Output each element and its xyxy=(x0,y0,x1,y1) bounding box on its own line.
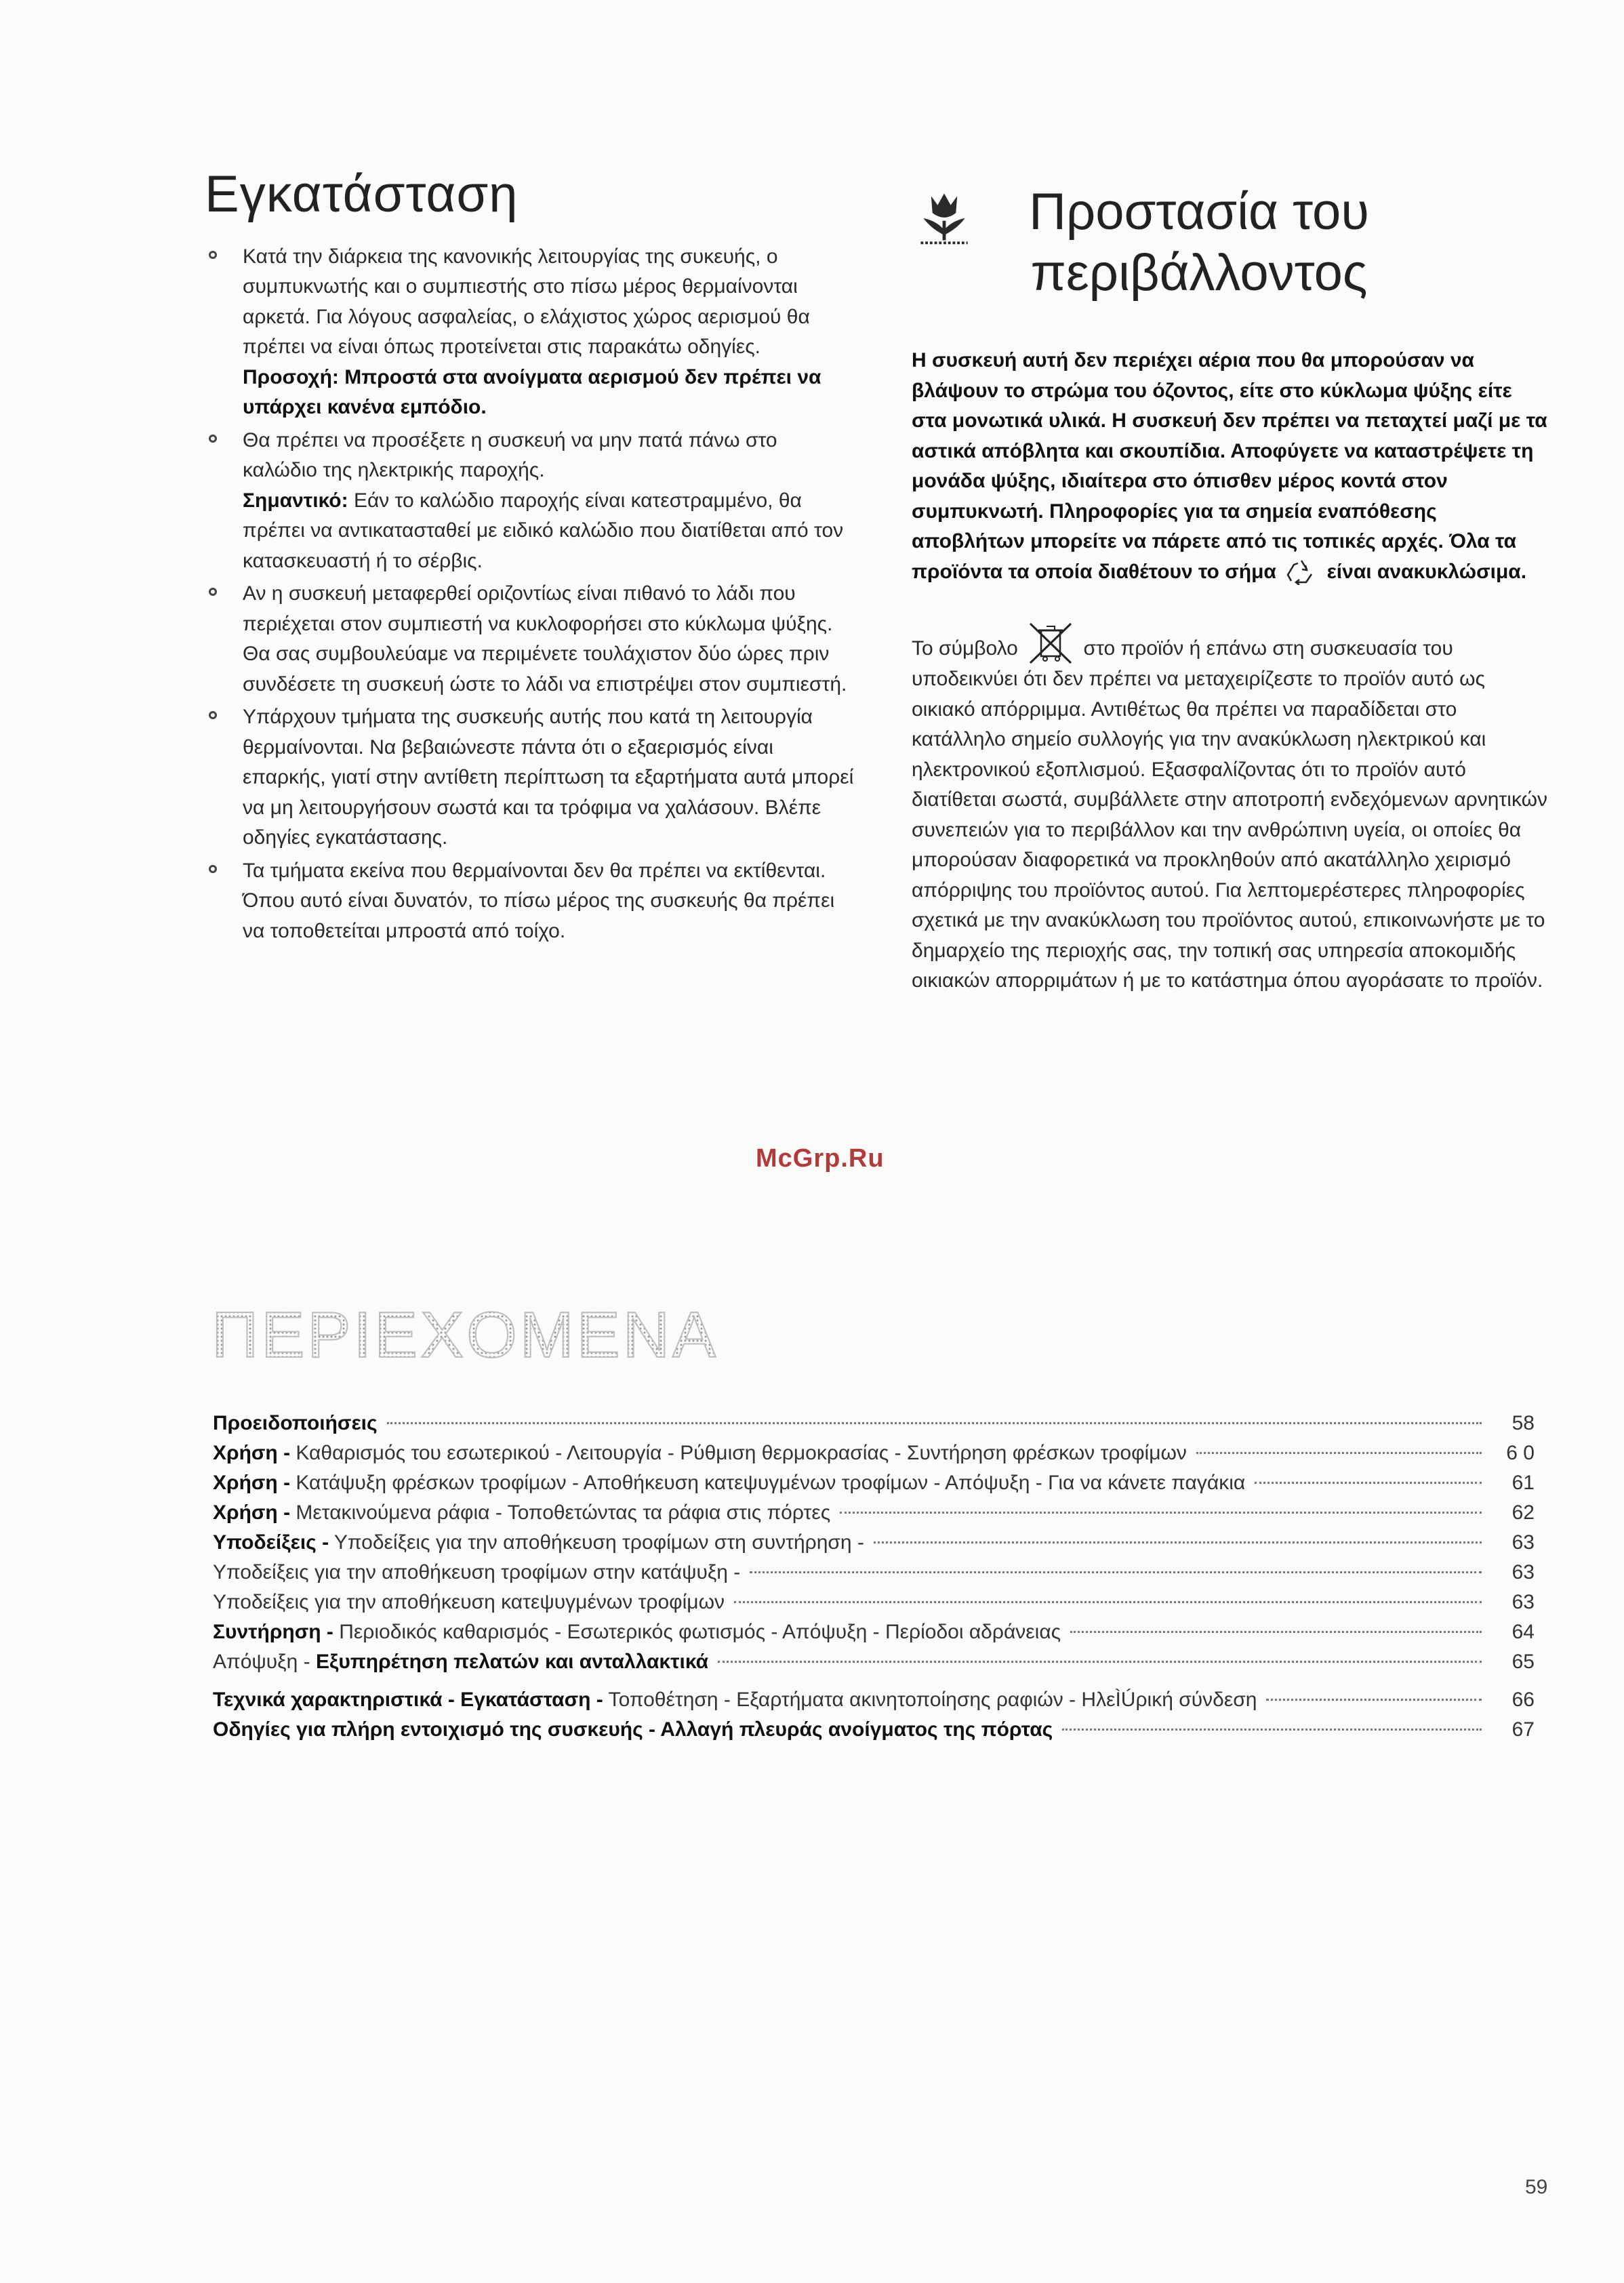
bullet-icon xyxy=(209,251,217,259)
toc-entry: Προειδοποιήσεις xyxy=(213,1412,378,1434)
toc-leader xyxy=(734,1601,1482,1603)
toc-leader xyxy=(387,1422,1482,1424)
table-of-contents xyxy=(213,1409,1535,1745)
bullet-icon xyxy=(209,711,217,719)
recycle-icon xyxy=(1286,558,1317,585)
toc-page: 63 xyxy=(1511,1531,1535,1554)
environment-title-line2: περιβάλλοντος xyxy=(1030,244,1368,302)
bullet-icon xyxy=(209,588,217,596)
installation-section xyxy=(205,166,855,949)
toc-row xyxy=(213,1558,1535,1588)
list-item xyxy=(205,702,855,853)
toc-page: 65 xyxy=(1511,1651,1535,1673)
toc-entry: Τεχνικά χαρακτηριστικά - Εγκατάσταση - Τοποθέτηση - Εξαρτήματα ακινητοποίησης ραφιών - ΗλεÌÚρική σύνδεση xyxy=(213,1689,1257,1711)
toc-leader xyxy=(1266,1699,1482,1701)
toc-page: 64 xyxy=(1511,1621,1535,1643)
bullet-icon xyxy=(209,865,217,873)
weee-text-start: Το σύμβολο xyxy=(912,637,1018,660)
environment-header xyxy=(912,182,1549,304)
contents-title: ΠΕΡΙΕΧΟΜΕΝΑ xyxy=(211,1299,719,1371)
env-bold-text-end: είναι ανακυκλώσιμα. xyxy=(1326,560,1527,583)
toc-leader xyxy=(718,1661,1482,1663)
toc-row xyxy=(213,1498,1535,1528)
tulip-icon xyxy=(912,183,977,248)
env-bold-text: Η συσκευή αυτή δεν περιέχει αέρια που θα μπορούσαν να βλάψουν το στρώμα του όζοντος, είτε στο κύκλωμα ψύξης είτε στα μονωτικά υλικά. Η συσκευή δεν πρέπει να πεταχτεί μαζί με τα αστικά απόβλητα και σκουπίδια. Αποφύγετε να καταστρέψετε τη μονάδα ψύξης, ιδιαίτερα στο όπισθεν μέρος κοντά στον συμπυκνωτή. Πληροφορίες για τα σημεία εναπόθεσης αποβλήτων μπορείτε να πάρετε από τις τοπικές αρχές. Όλα τα προϊόντα τα οποία διαθέτουν το σήμα xyxy=(912,349,1547,583)
installation-title: Εγκατάσταση xyxy=(205,165,519,223)
list-item xyxy=(205,426,855,577)
warning-text: Προσοχή: Μπροστά στα ανοίγματα αερισμού δεν πρέπει να υπάρχει κανένα εμπόδιο. xyxy=(243,365,821,419)
toc-entry: Χρήση - Κατάψυξη φρέσκων τροφίμων - Αποθήκευση κατεψυγμένων τροφίμων - Απόψυξη - Για να κάνετε παγάκια xyxy=(213,1472,1246,1494)
toc-page: 66 xyxy=(1511,1689,1535,1711)
toc-row xyxy=(213,1617,1535,1647)
item-text: Τα τμήματα εκείνα που θερμαίνονται δεν θα πρέπει να εκτίθενται. Όπου αυτό είναι δυνατόν, το πίσω μέρος της συσκευής θα πρέπει να τοποθετείται μπροστά από τοίχο. xyxy=(243,859,835,942)
toc-entry: Χρήση - Καθαρισμός του εσωτερικού - Λειτουργία - Ρύθμιση θερμοκρασίας - Συντήρηση φρέσκων τροφίμων xyxy=(213,1442,1187,1464)
item-text-after: Εάν το καλώδιο παροχής είναι κατεστραμμένο, θα πρέπει να αντικατασταθεί με ειδικό καλώδιο που διατίθεται από τον κατασκευαστή ή το σέρβις. xyxy=(243,489,844,572)
toc-page: 6 0 xyxy=(1506,1442,1535,1464)
toc-leader xyxy=(750,1571,1482,1573)
crossed-bin-icon xyxy=(1026,622,1075,664)
toc-entry: Χρήση - Μετακινούμενα ράφια - Τοποθετώντας τα ράφια στις πόρτες xyxy=(213,1501,831,1524)
list-item xyxy=(205,242,855,423)
page-number: 59 xyxy=(1525,2176,1548,2198)
toc-row xyxy=(213,1588,1535,1617)
item-text: Κατά την διάρκεια της κανονικής λειτουργίας της συκευής, ο συμπυκνωτής και ο συμπιεστής στο πίσω μέρος θερμαίνονται αρκετά. Για λόγους ασφαλείας, ο ελάχιστος χώρος αερισμού θα πρέπει να είναι όπως προτείνεται στις παρακάτω οδηγίες. xyxy=(243,245,810,359)
toc-row xyxy=(213,1409,1535,1438)
toc-entry: Απόψυξη - Εξυπηρέτηση πελατών και ανταλλακτικά xyxy=(213,1651,709,1673)
toc-entry: Υποδείξεις - Υποδείξεις για την αποθήκευση τροφίμων στη συντήρηση - xyxy=(213,1531,864,1554)
toc-row xyxy=(213,1528,1535,1558)
toc-page: 58 xyxy=(1511,1412,1535,1434)
weee-text: στο προϊόν ή επάνω στη συσκευασία του υποδεικνύει ότι δεν πρέπει να μεταχειρίζεστε το προϊόν αυτό ως οικιακό απόρριμμα. Αντιθέτως θα πρέπει να παραδίδεται στο κατάλληλο σημείο συλλογής για την ανακύκλωση ηλεκτρικού και ηλεκτρονικού εξοπλισμού. Εξασφαλίζοντας ότι το προϊόν αυτό διατίθεται σωστά, συμβάλλετε στην αποτροπή ενδεχόμενων αρνητικών συνεπειών για το περιβάλλον και την ανθρώπινη υγεία, οι οποίες θα μπορούσαν διαφορετικά να προκληθούν από ακατάλληλο χειρισμό απόρριψης του προϊόντος αυτού. Για λεπτομερέστερες πληροφορίες σχετικά με την ανακύκλωση του προϊόντος αυτού, επικοινωνήστε με το δημαρχείο της περιοχής σας, την τοπική σας υπηρεσία αποκομιδής οικιακών απορριμάτων ή με το κατάστημα όπου αγοράσατε το προϊόν. xyxy=(912,637,1547,992)
item-text: Θα πρέπει να προσέξετε η συσκευή να μην πατά πάνω στο καλώδιο της ηλεκτρικής παροχής. xyxy=(243,428,777,482)
item-text: Υπάρχουν τμήματα της συσκευής αυτής που κατά τη λειτουργία θερμαίνονται. Να βεβαιώνεστε πάντα ότι ο εξαερισμός είναι επαρκής, γιατί στην αντίθετη περίπτωση τα εξαρτήματα αυτά μπορεί να μη λειτουργήσουν σωστά και τα τρόφιμα να χαλάσουν. Βλέπε οδηγίες εγκατάστασης. xyxy=(243,706,854,849)
installation-list xyxy=(205,242,855,947)
toc-entry: Υποδείξεις για την αποθήκευση κατεψυγμένων τροφίμων xyxy=(213,1591,725,1613)
toc-row xyxy=(213,1438,1535,1468)
toc-page: 67 xyxy=(1511,1718,1535,1741)
toc-row xyxy=(213,1685,1535,1715)
toc-row xyxy=(213,1715,1535,1745)
toc-page: 63 xyxy=(1511,1561,1535,1583)
toc-leader xyxy=(1062,1729,1482,1731)
environment-bold-paragraph xyxy=(912,346,1549,587)
watermark: McGrp.Ru xyxy=(756,1144,885,1173)
toc-row xyxy=(213,1468,1535,1498)
toc-page: 62 xyxy=(1511,1501,1535,1524)
toc-leader xyxy=(840,1512,1482,1514)
toc-leader xyxy=(1255,1482,1482,1484)
toc-entry: Υποδείξεις για την αποθήκευση τροφίμων στην κατάψυξη - xyxy=(213,1561,741,1583)
toc-page: 63 xyxy=(1511,1591,1535,1613)
environment-title xyxy=(989,182,1409,304)
toc-leader xyxy=(1070,1631,1482,1633)
toc-row xyxy=(213,1647,1535,1677)
bullet-icon xyxy=(209,435,217,443)
toc-entry: Συντήρηση - Περιοδικός καθαρισμός - Εσωτερικός φωτισμός - Απόψυξη - Περίοδοι αδράνειας xyxy=(213,1621,1061,1643)
environment-section xyxy=(912,182,1549,996)
toc-page: 61 xyxy=(1511,1472,1535,1494)
environment-title-line1: Προστασία του xyxy=(1029,183,1369,241)
list-item xyxy=(205,856,855,947)
environment-weee-paragraph xyxy=(912,622,1549,996)
toc-leader xyxy=(1196,1452,1482,1454)
important-label: Σημαντικό: xyxy=(243,489,348,512)
list-item xyxy=(205,579,855,700)
toc-leader xyxy=(874,1541,1482,1543)
toc-entry: Οδηγίες για πλήρη εντοιχισμό της συσκευής - Αλλαγή πλευράς ανοίγματος της πόρτας xyxy=(213,1718,1053,1741)
item-text: Αν η συσκευή μεταφερθεί οριζοντίως είναι πιθανό το λάδι που περιέχεται στον συμπιεστή να κυκλοφορήσει στο κύκλωμα ψύξης. Θα σας συμβουλεύαμε να περιμένετε τουλάχιστον δύο ώρες πριν συνδέσετε τη συσκευή ώστε το λάδι να επιστρέψει στον συμπιεστή. xyxy=(243,582,847,695)
